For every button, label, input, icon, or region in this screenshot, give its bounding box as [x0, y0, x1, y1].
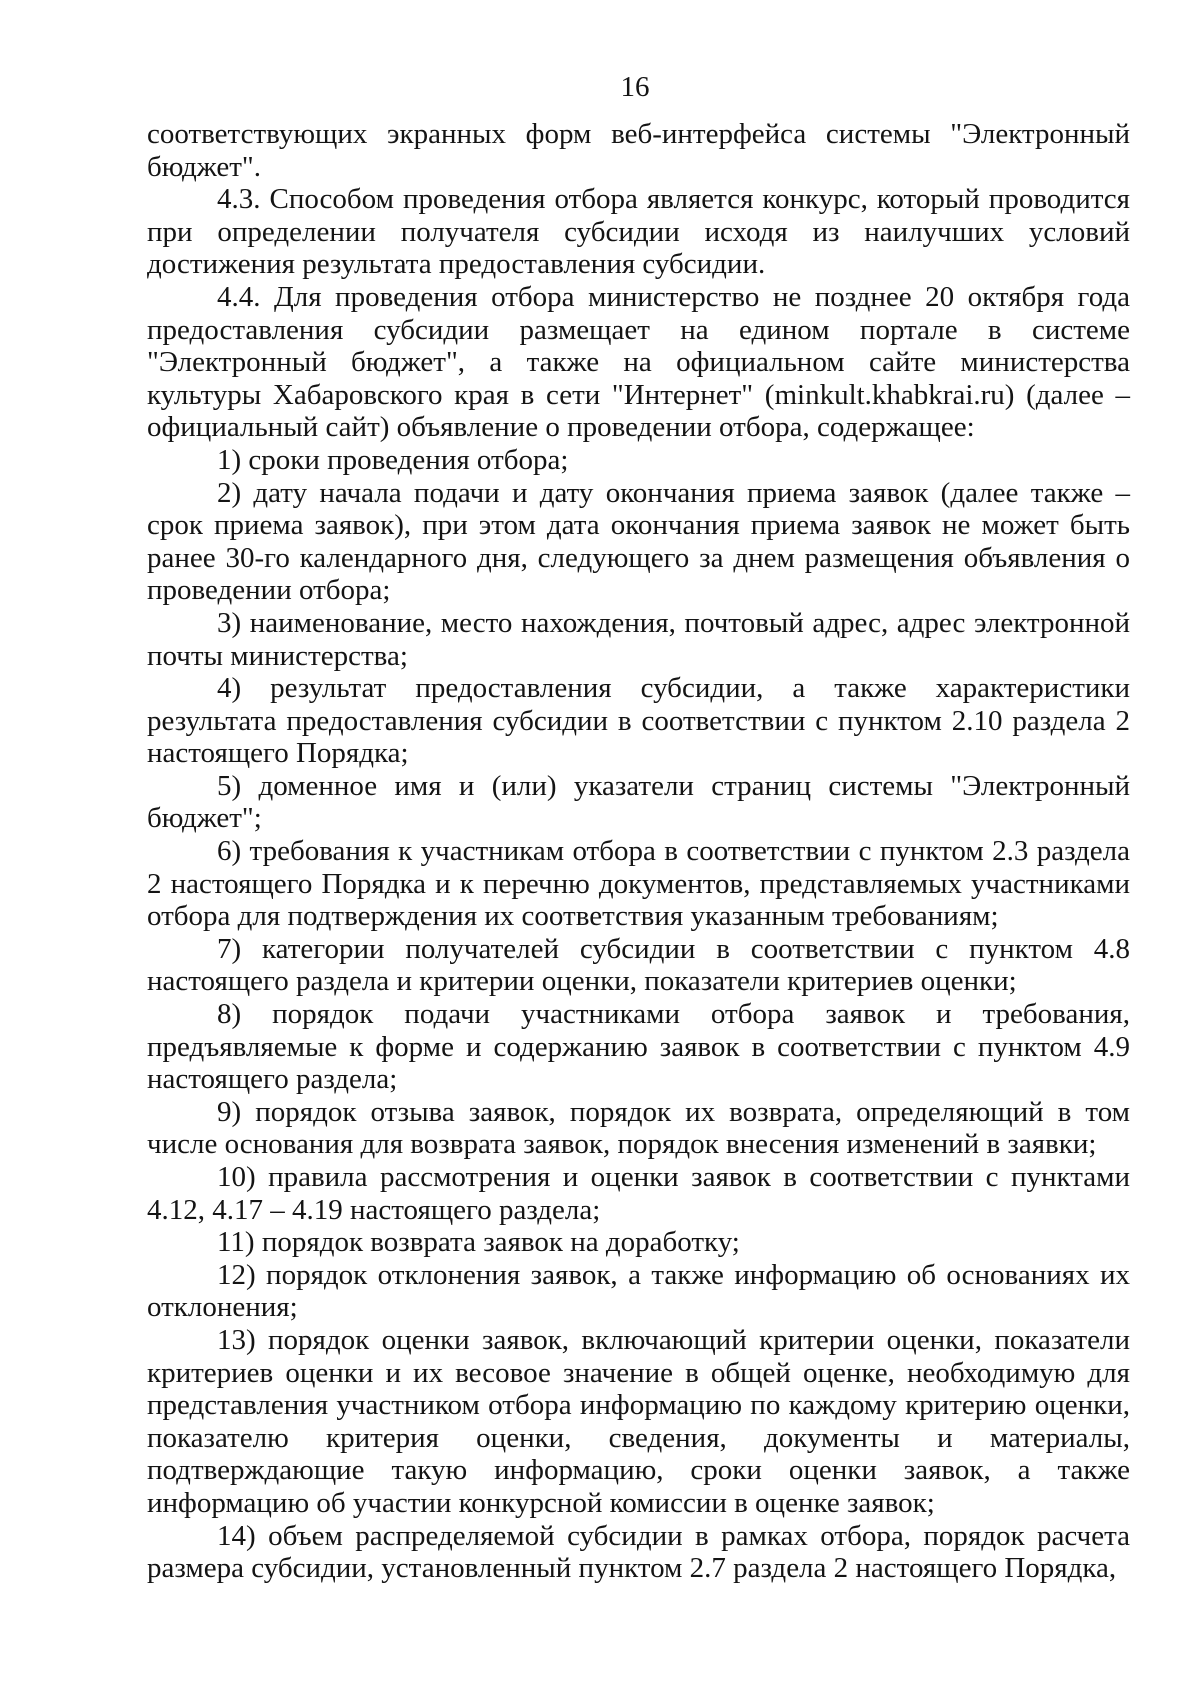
- list-item-11: 11) порядок возврата заявок на доработку;: [217, 1226, 740, 1259]
- list-item-9: 9) порядок отзыва заявок, порядок их возврата, определяющий в том числе основания для возврата заявок, порядок внесения изменений в заявки;: [147, 1095, 1130, 1161]
- list-item-12: 12) порядок отклонения заявок, а также информацию об основаниях их отклонения;: [147, 1258, 1130, 1324]
- list-item-1: 1) сроки проведения отбора;: [217, 443, 569, 476]
- list-item-5: 5) доменное имя и (или) указатели страниц системы "Электронный бюджет";: [147, 769, 1130, 835]
- paragraph-continuation: соответствующих экранных форм веб-интерфейса системы "Электронный бюджет".: [147, 118, 1130, 183]
- paragraph-4-3: 4.3. Способом проведения отбора является конкурс, который проводится при определении получателя субсидии исходя из наилучших условий достижения результата предоставления субсидии.: [147, 183, 1130, 281]
- paragraph-4-4: 4.4. Для проведения отбора министерство не позднее 20 октября года предоставления субсидии размещает на едином портале в системе "Электронный бюджет", а также на официальном сайте министерства культуры Хабаровского края в сети "Интернет" (minkult.khabkrai.ru) (далее – официальный сайт) объявление о проведении отбора, содержащее:: [147, 280, 1130, 444]
- list-item-2: 2) дату начала подачи и дату окончания приема заявок (далее также – срок приема заявок), при этом дата окончания приема заявок не может быть ранее 30-го календарного дня, следующего за днем размещения объявления о проведении отбора;: [147, 476, 1130, 607]
- list-item-13: 13) порядок оценки заявок, включающий критерии оценки, показатели критериев оценки и их весовое значение в общей оценке, необходимую для представления участником отбора информацию по каждому критерию оценки, показателю критерия оценки, сведения, документы и материалы, подтверждающие такую информацию, сроки оценки заявок, а также информацию об участии конкурсной комиссии в оценке заявок;: [147, 1323, 1130, 1519]
- list-item-7: 7) категории получателей субсидии в соответствии с пунктом 4.8 настоящего раздела и критерии оценки, показатели критериев оценки;: [147, 932, 1130, 998]
- list-item-10: 10) правила рассмотрения и оценки заявок в соответствии с пунктами 4.12, 4.17 – 4.19 настоящего раздела;: [147, 1161, 1130, 1226]
- document-body: [147, 118, 1130, 1585]
- list-item-4: 4) результат предоставления субсидии, а также характеристики результата предоставления субсидии в соответствии с пунктом 2.10 раздела 2 настоящего Порядка;: [147, 672, 1130, 770]
- list-item-3: 3) наименование, место нахождения, почтовый адрес, адрес электронной почты министерства;: [147, 606, 1130, 672]
- list-item-14: 14) объем распределяемой субсидии в рамках отбора, порядок расчета размера субсидии, установленный пунктом 2.7 раздела 2 настоящего Порядка,: [147, 1519, 1130, 1585]
- page-number: 16: [620, 71, 650, 103]
- list-item-6: 6) требования к участникам отбора в соответствии с пунктом 2.3 раздела 2 настоящего Порядка и к перечню документов, представляемых участниками отбора для подтверждения их соответствия указанным требованиям;: [147, 835, 1130, 933]
- list-item-8: 8) порядок подачи участниками отбора заявок и требования, предъявляемые к форме и содержанию заявок в соответствии с пунктом 4.9 настоящего раздела;: [147, 998, 1130, 1096]
